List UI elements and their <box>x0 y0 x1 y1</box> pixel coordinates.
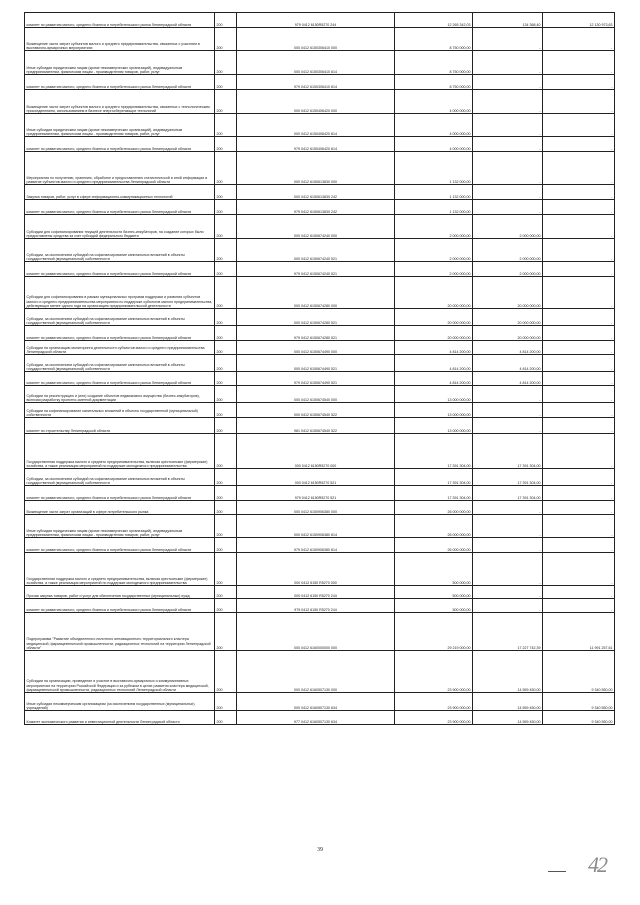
row-approved-amount-cell: 4 814 200,00 <box>395 341 473 355</box>
row-executed-amount-cell: - <box>473 90 543 114</box>
row-name-cell: комитет по развитию малого, среднего бизнеса и потребительского рынка Ленинградской области <box>25 262 215 277</box>
row-unexecuted-amount-cell: - <box>543 185 615 200</box>
row-approved-amount-cell: 2 000 000,00 <box>395 215 473 239</box>
row-executed-amount-cell: 17 391 304,00 <box>473 469 543 486</box>
row-approved-amount-cell: 8 750 000,00 <box>395 28 473 51</box>
row-unexecuted-amount-cell: - <box>543 51 615 75</box>
row-unexecuted-amount-cell: - <box>543 501 615 515</box>
row-name-cell: комитет по развитию малого, среднего бизнеса и потребительского рынка Ленинградской области <box>25 200 215 215</box>
row-approved-amount-cell: 17 391 304,00 <box>395 486 473 501</box>
row-code-cell: 200 <box>215 599 237 613</box>
row-code-cell: 200 <box>215 711 237 725</box>
row-approved-amount-cell: 17 391 304,00 <box>395 469 473 486</box>
row-name-cell: комитет по развитию малого, среднего бизнеса и потребительского рынка Ленинградской области <box>25 13 215 28</box>
row-classification-cell: 979 0412 6150613830 242 <box>237 200 395 215</box>
row-classification-cell: 000 0412 6150613830 242 <box>237 185 395 200</box>
row-approved-amount-cell: 13 000 000,00 <box>395 418 473 434</box>
row-code-cell: 200 <box>215 418 237 434</box>
row-code-cell: 200 <box>215 51 237 75</box>
row-approved-amount-cell: 1 132 000,00 <box>395 152 473 185</box>
table-row <box>25 75 615 90</box>
row-unexecuted-amount-cell: - <box>543 403 615 418</box>
row-approved-amount-cell: 26 000 000,00 <box>395 538 473 553</box>
row-unexecuted-amount-cell: - <box>543 90 615 114</box>
row-name-cell: Возмещение части затрат субъектов малого и среднего предпринимательства, связанных с участием в выставочно-ярмарочных мероприятиях <box>25 28 215 51</box>
row-code-cell: 200 <box>215 613 237 651</box>
row-executed-amount-cell: 2 000 000,00 <box>473 239 543 262</box>
row-name-cell: комитет по развитию малого, среднего бизнеса и потребительского рынка Ленинградской области <box>25 599 215 613</box>
row-code-cell: 200 <box>215 114 237 137</box>
row-unexecuted-amount-cell: 9 340 550,00 <box>543 693 615 711</box>
table-row <box>25 326 615 341</box>
row-executed-amount-cell: 4 814 200,00 <box>473 355 543 372</box>
row-approved-amount-cell: 1 132 000,00 <box>395 200 473 215</box>
row-executed-amount-cell: 17 391 304,00 <box>473 434 543 469</box>
row-executed-amount-cell: - <box>473 418 543 434</box>
table-row <box>25 403 615 418</box>
table-row <box>25 355 615 372</box>
row-code-cell: 200 <box>215 469 237 486</box>
row-unexecuted-amount-cell: - <box>543 386 615 403</box>
row-classification-cell: 000 0412 6160000000 000 <box>237 613 395 651</box>
table-row <box>25 651 615 693</box>
table-row <box>25 586 615 599</box>
row-unexecuted-amount-cell: 9 340 550,00 <box>543 711 615 725</box>
row-name-cell: Субсидии на организацию, проведение и участие в выставочно-ярмарочных и коммуникативных мероприятиях на территории Российской Федерации и за рубежом в целях развития кластера медицинской, фармацевтической промышленности, радиационных технологий Ленинградской области <box>25 651 215 693</box>
row-executed-amount-cell: 14 559 450,00 <box>473 693 543 711</box>
table-row <box>25 386 615 403</box>
row-approved-amount-cell: 20 000 000,00 <box>395 309 473 326</box>
row-code-cell: 200 <box>215 262 237 277</box>
table-row <box>25 137 615 152</box>
row-code-cell: 200 <box>215 651 237 693</box>
table-row <box>25 28 615 51</box>
table-row <box>25 553 615 586</box>
row-unexecuted-amount-cell: - <box>543 418 615 434</box>
row-approved-amount-cell: 1 132 000,00 <box>395 185 473 200</box>
row-unexecuted-amount-cell: - <box>543 538 615 553</box>
table-row <box>25 13 615 28</box>
row-unexecuted-amount-cell: - <box>543 326 615 341</box>
row-approved-amount-cell: 500 000,00 <box>395 599 473 613</box>
row-unexecuted-amount-cell: 9 340 550,00 <box>543 651 615 693</box>
row-classification-cell: 979 0412 6150674240 521 <box>237 262 395 277</box>
row-classification-cell: 000 0412 6150 R5270 244 <box>237 586 395 599</box>
footer-dash <box>548 871 566 872</box>
row-executed-amount-cell: - <box>473 386 543 403</box>
row-name-cell: Субсидии для софинансирования в рамках муниципальных программ поддержки и развития субъектов малого и среднего предпринимательства мероприятия по поддержке субъектов малого предпринимательства, действующих менее одного года на организацию предпринимательской деятельности <box>25 277 215 309</box>
row-executed-amount-cell: - <box>473 152 543 185</box>
row-classification-cell: 979 0412 6150306410 814 <box>237 75 395 90</box>
row-approved-amount-cell: 500 000,00 <box>395 586 473 599</box>
row-executed-amount-cell: - <box>473 51 543 75</box>
row-unexecuted-amount-cell: - <box>543 469 615 486</box>
row-approved-amount-cell: 4 000 000,00 <box>395 90 473 114</box>
row-name-cell: Иные субсидии юридическим лицам (кроме некоммерческих организаций), индивидуальным предпринимателям, физическим лицам - производителям товаров, работ, услуг <box>25 114 215 137</box>
row-name-cell: Субсидии на софинансирование капитальных вложений в объекты государственной (муниципальной) собственности <box>25 403 215 418</box>
table-row <box>25 613 615 651</box>
row-name-cell: Возмещение части затрат субъектов малого и среднего предпринимательства, связанных с технологическим присоединением, использованием в бизнесе энергосберегающих технологий <box>25 90 215 114</box>
row-name-cell: комитет по развитию малого, среднего бизнеса и потребительского рынка Ленинградской области <box>25 75 215 90</box>
row-unexecuted-amount-cell: - <box>543 355 615 372</box>
row-approved-amount-cell: 17 391 304,00 <box>395 434 473 469</box>
row-name-cell: Государственная поддержка малого и среднего предпринимательства, включая крестьянские (фермерские) хозяйства, а также реализация мероприятий по поддержке молодежного предпринимательства <box>25 434 215 469</box>
row-executed-amount-cell: 14 559 450,00 <box>473 711 543 725</box>
row-approved-amount-cell: 20 000 000,00 <box>395 326 473 341</box>
row-classification-cell: 000 0412 6150674240 000 <box>237 215 395 239</box>
row-unexecuted-amount-cell: - <box>543 239 615 262</box>
row-code-cell: 200 <box>215 137 237 152</box>
row-approved-amount-cell: 8 750 000,00 <box>395 51 473 75</box>
table-row <box>25 215 615 239</box>
row-classification-cell: 979 0412 6150R5270 244 <box>237 13 395 28</box>
row-code-cell: 200 <box>215 239 237 262</box>
row-code-cell: 200 <box>215 372 237 386</box>
row-code-cell: 200 <box>215 538 237 553</box>
row-code-cell: 200 <box>215 515 237 538</box>
row-executed-amount-cell: - <box>473 586 543 599</box>
row-code-cell: 200 <box>215 185 237 200</box>
row-name-cell: комитет по развитию малого, среднего бизнеса и потребительского рынка Ленинградской области <box>25 137 215 152</box>
row-executed-amount-cell: - <box>473 200 543 215</box>
row-name-cell: комитет по строительству Ленинградской области <box>25 418 215 434</box>
row-classification-cell: 979 0412 6150 R5270 244 <box>237 599 395 613</box>
row-classification-cell: 000 0412 6160507130 000 <box>237 651 395 693</box>
table-row <box>25 341 615 355</box>
table-row <box>25 90 615 114</box>
row-executed-amount-cell: 2 000 000,00 <box>473 262 543 277</box>
row-name-cell: Подпрограмма "Развитие объединенного пилотного инновационного территориального кластера медицинской, фармацевтической промышленности, радиационных технологий на территории Ленинградской области" <box>25 613 215 651</box>
row-classification-cell: 000 0412 6150674280 000 <box>237 277 395 309</box>
row-executed-amount-cell: - <box>473 553 543 586</box>
row-name-cell: Возмещение части затрат организаций в сфере потребительского рынка <box>25 501 215 515</box>
table-row <box>25 501 615 515</box>
row-approved-amount-cell: 500 000,00 <box>395 553 473 586</box>
row-code-cell: 200 <box>215 386 237 403</box>
row-name-cell: Комитет экономического развития и инвестиционной деятельности Ленинградской области <box>25 711 215 725</box>
row-unexecuted-amount-cell: 11 991 257,61 <box>543 613 615 651</box>
row-executed-amount-cell: - <box>473 501 543 515</box>
row-name-cell: Субсидии для софинансирования текущей деятельности бизнес-инкубаторов, на создание которых были предоставлены средства за счет субсидий федерального бюджета <box>25 215 215 239</box>
table-row <box>25 277 615 309</box>
row-name-cell: комитет по развитию малого, среднего бизнеса и потребительского рынка Ленинградской области <box>25 326 215 341</box>
row-unexecuted-amount-cell: - <box>543 553 615 586</box>
table-row <box>25 538 615 553</box>
row-approved-amount-cell: 8 750 000,00 <box>395 75 473 90</box>
table-row <box>25 309 615 326</box>
table-row <box>25 515 615 538</box>
table-row <box>25 185 615 200</box>
row-executed-amount-cell: 20 000 000,00 <box>473 326 543 341</box>
row-approved-amount-cell: 13 000 000,00 <box>395 403 473 418</box>
row-executed-amount-cell: - <box>473 28 543 51</box>
row-classification-cell: 000 0412 6150674540 000 <box>237 386 395 403</box>
row-unexecuted-amount-cell: - <box>543 152 615 185</box>
row-classification-cell: 979 0412 6150674280 521 <box>237 326 395 341</box>
row-executed-amount-cell: 17 227 742,39 <box>473 613 543 651</box>
row-classification-cell: 979 0412 6150406420 814 <box>237 137 395 152</box>
row-classification-cell: 000 0412 6150406420 000 <box>237 90 395 114</box>
row-approved-amount-cell: 26 000 000,00 <box>395 501 473 515</box>
row-name-cell: Прочая закупка товаров, работ и услуг для обеспечения государственных (муниципальных) нужд <box>25 586 215 599</box>
row-name-cell: комитет по развитию малого, среднего бизнеса и потребительского рынка Ленинградской области <box>25 538 215 553</box>
row-executed-amount-cell: - <box>473 538 543 553</box>
row-classification-cell: 000 0412 6150R5270 000 <box>237 434 395 469</box>
row-unexecuted-amount-cell: - <box>543 114 615 137</box>
row-classification-cell: 000 0412 6150674240 521 <box>237 239 395 262</box>
row-classification-cell: 000 0412 6150906380 814 <box>237 515 395 538</box>
row-approved-amount-cell: 4 814 200,00 <box>395 372 473 386</box>
row-name-cell: комитет по развитию малого, среднего бизнеса и потребительского рынка Ленинградской области <box>25 372 215 386</box>
row-code-cell: 200 <box>215 215 237 239</box>
row-executed-amount-cell: 134 368,40 <box>473 13 543 28</box>
row-executed-amount-cell: 17 391 304,00 <box>473 486 543 501</box>
row-classification-cell: 977 0412 6160507130 634 <box>237 711 395 725</box>
row-unexecuted-amount-cell: - <box>543 137 615 152</box>
table-row <box>25 418 615 434</box>
row-executed-amount-cell: - <box>473 185 543 200</box>
row-name-cell: Мероприятия по получению, хранению, обработке и предоставлению статистической и иной информации в развитие субъектов малого и среднего предпринимательства Ленинградской области <box>25 152 215 185</box>
row-approved-amount-cell: 23 900 000,00 <box>395 711 473 725</box>
page-number: 39 <box>317 847 323 853</box>
row-code-cell: 200 <box>215 355 237 372</box>
row-executed-amount-cell: - <box>473 114 543 137</box>
row-classification-cell: 000 0412 6150R5270 521 <box>237 469 395 486</box>
row-executed-amount-cell: 4 814 200,00 <box>473 341 543 355</box>
table-row <box>25 239 615 262</box>
row-code-cell: 200 <box>215 553 237 586</box>
row-classification-cell: 981 0412 6150674540 522 <box>237 418 395 434</box>
row-classification-cell: 000 0412 6150306410 000 <box>237 28 395 51</box>
row-classification-cell: 000 0412 6150674490 521 <box>237 355 395 372</box>
row-unexecuted-amount-cell: - <box>543 309 615 326</box>
row-unexecuted-amount-cell: - <box>543 75 615 90</box>
row-approved-amount-cell: 4 000 000,00 <box>395 137 473 152</box>
table-row <box>25 599 615 613</box>
budget-table-body <box>25 13 615 725</box>
row-executed-amount-cell: - <box>473 75 543 90</box>
row-unexecuted-amount-cell: - <box>543 200 615 215</box>
table-row <box>25 372 615 386</box>
row-unexecuted-amount-cell: - <box>543 372 615 386</box>
row-code-cell: 200 <box>215 152 237 185</box>
row-unexecuted-amount-cell: - <box>543 215 615 239</box>
row-executed-amount-cell: 2 000 000,00 <box>473 215 543 239</box>
row-unexecuted-amount-cell: - <box>543 515 615 538</box>
row-name-cell: Субсидии, за исключением субсидий на софинансирование капитальных вложений в объекты государственной (муниципальной) собственности <box>25 309 215 326</box>
row-approved-amount-cell: 13 000 000,00 <box>395 386 473 403</box>
table-row <box>25 51 615 75</box>
row-name-cell: Субсидии, за исключением субсидий на софинансирование капитальных вложений в объекты государственной (муниципальной) собственности <box>25 469 215 486</box>
row-executed-amount-cell: 4 814 200,00 <box>473 372 543 386</box>
table-row <box>25 200 615 215</box>
row-approved-amount-cell: 23 900 000,00 <box>395 651 473 693</box>
table-row <box>25 434 615 469</box>
table-row <box>25 711 615 725</box>
table-row <box>25 469 615 486</box>
row-code-cell: 200 <box>215 75 237 90</box>
row-classification-cell: 000 0412 6150674540 522 <box>237 403 395 418</box>
row-classification-cell: 979 0412 6150906380 814 <box>237 538 395 553</box>
row-name-cell: Субсидии, за исключением субсидий на софинансирование капитальных вложений в объекты государственной (муниципальной) собственности <box>25 239 215 262</box>
budget-table <box>24 12 615 725</box>
row-code-cell: 200 <box>215 28 237 51</box>
row-classification-cell: 000 0412 6150906380 000 <box>237 501 395 515</box>
row-approved-amount-cell: 29 219 000,00 <box>395 613 473 651</box>
row-classification-cell: 979 0412 6150674490 521 <box>237 372 395 386</box>
row-name-cell: Иные субсидии юридическим лицам (кроме некоммерческих организаций), индивидуальным предпринимателям, физическим лицам - производителям товаров, работ, услуг <box>25 515 215 538</box>
row-name-cell: Субсидии, за исключением субсидий на софинансирование капитальных вложений в объекты государственной (муниципальной) собственности <box>25 355 215 372</box>
row-executed-amount-cell: 14 559 450,00 <box>473 651 543 693</box>
row-code-cell: 200 <box>215 326 237 341</box>
row-code-cell: 200 <box>215 403 237 418</box>
page-stamp: 42 <box>588 852 606 877</box>
row-code-cell: 200 <box>215 693 237 711</box>
row-classification-cell: 000 0412 6150306410 814 <box>237 51 395 75</box>
row-approved-amount-cell: 2 000 000,00 <box>395 262 473 277</box>
row-classification-cell: 979 0412 6150R5270 521 <box>237 486 395 501</box>
row-executed-amount-cell: - <box>473 599 543 613</box>
row-code-cell: 200 <box>215 501 237 515</box>
row-code-cell: 200 <box>215 341 237 355</box>
row-code-cell: 200 <box>215 586 237 599</box>
row-code-cell: 200 <box>215 486 237 501</box>
row-classification-cell: 000 0412 6160507130 634 <box>237 693 395 711</box>
row-unexecuted-amount-cell: 12 130 973,63 <box>543 13 615 28</box>
row-approved-amount-cell: 23 900 000,00 <box>395 693 473 711</box>
row-approved-amount-cell: 4 000 000,00 <box>395 114 473 137</box>
row-name-cell: Иные субсидии некоммерческим организациям (за исключением государственных (муниципальных) учреждений) <box>25 693 215 711</box>
row-executed-amount-cell: 20 000 000,00 <box>473 277 543 309</box>
row-classification-cell: 000 0412 6150674490 000 <box>237 341 395 355</box>
row-approved-amount-cell: 26 000 000,00 <box>395 515 473 538</box>
row-classification-cell: 000 0412 6150 R5270 000 <box>237 553 395 586</box>
row-classification-cell: 000 0412 6150613830 000 <box>237 152 395 185</box>
row-code-cell: 200 <box>215 309 237 326</box>
row-name-cell: Субсидии на реконструкцию и (или) создание объектов недвижимого имущества (бизнес-инкубаторов), включая разработку проектно-сметной документации <box>25 386 215 403</box>
row-approved-amount-cell: 2 000 000,00 <box>395 239 473 262</box>
table-row <box>25 152 615 185</box>
row-approved-amount-cell: 4 814 200,00 <box>395 355 473 372</box>
row-unexecuted-amount-cell: - <box>543 599 615 613</box>
row-unexecuted-amount-cell: - <box>543 262 615 277</box>
row-unexecuted-amount-cell: - <box>543 341 615 355</box>
row-code-cell: 200 <box>215 277 237 309</box>
row-unexecuted-amount-cell: - <box>543 277 615 309</box>
row-code-cell: 200 <box>215 200 237 215</box>
row-executed-amount-cell: - <box>473 515 543 538</box>
row-executed-amount-cell: - <box>473 403 543 418</box>
row-approved-amount-cell: 20 000 000,00 <box>395 277 473 309</box>
row-executed-amount-cell: 20 000 000,00 <box>473 309 543 326</box>
table-row <box>25 693 615 711</box>
table-row <box>25 262 615 277</box>
row-unexecuted-amount-cell: - <box>543 434 615 469</box>
row-classification-cell: 000 0412 6150674280 521 <box>237 309 395 326</box>
row-unexecuted-amount-cell: - <box>543 28 615 51</box>
row-code-cell: 200 <box>215 434 237 469</box>
row-name-cell: Государственная поддержка малого и среднего предпринимательства, включая крестьянские (фермерские) хозяйства, а также реализация мероприятий по поддержке молодежного предпринимательства <box>25 553 215 586</box>
row-code-cell: 200 <box>215 90 237 114</box>
table-row <box>25 486 615 501</box>
row-name-cell: Иные субсидии юридическим лицам (кроме некоммерческих организаций), индивидуальным предпринимателям, физическим лицам - производителям товаров, работ, услуг <box>25 51 215 75</box>
row-name-cell: комитет по развитию малого, среднего бизнеса и потребительского рынка Ленинградской области <box>25 486 215 501</box>
row-executed-amount-cell: - <box>473 137 543 152</box>
row-classification-cell: 000 0412 6150406420 814 <box>237 114 395 137</box>
table-row <box>25 114 615 137</box>
row-name-cell: Закупка товаров, работ, услуг в сфере информационно-коммуникационных технологий <box>25 185 215 200</box>
row-code-cell: 200 <box>215 13 237 28</box>
row-name-cell: Субсидии на организацию мониторинга деятельности субъектов малого и среднего предпринимательства Ленинградской области <box>25 341 215 355</box>
row-unexecuted-amount-cell: - <box>543 486 615 501</box>
row-unexecuted-amount-cell: - <box>543 586 615 599</box>
row-approved-amount-cell: 12 265 342,03 <box>395 13 473 28</box>
